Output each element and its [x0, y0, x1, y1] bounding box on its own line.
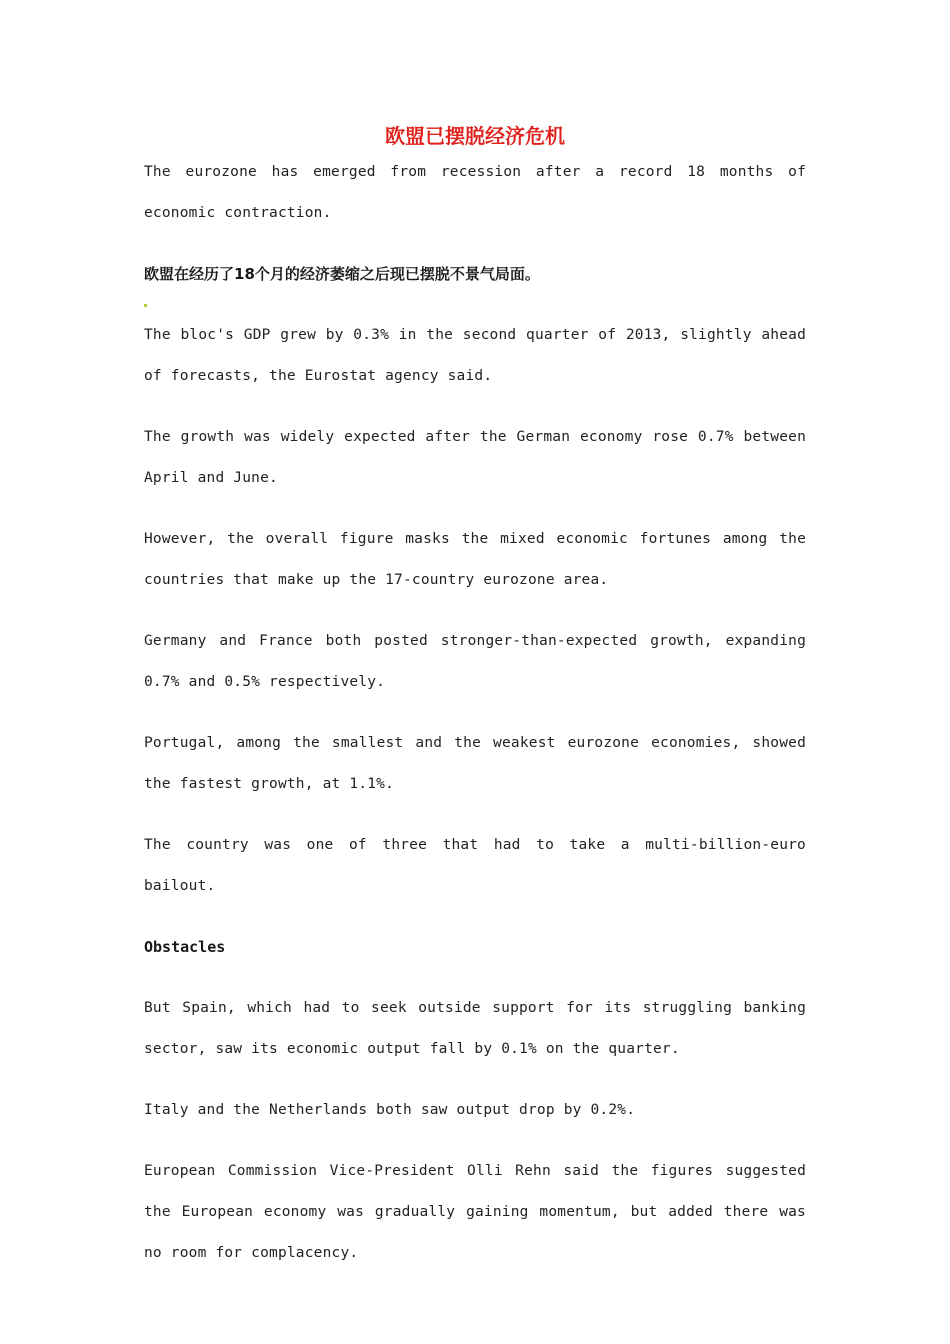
spacer: [144, 907, 806, 927]
spacer: [144, 397, 806, 417]
paragraph-italy-netherlands: Italy and the Netherlands both saw output drop by 0.2%.: [144, 1102, 636, 1118]
document-title: 欧盟已摆脱经济危机: [385, 124, 565, 148]
paragraph-mixed-fortunes: However, the overall figure masks the mixed economic fortunes among the countries that make up the 17-country eurozone area.: [144, 531, 806, 588]
section-heading-obstacles: Obstacles: [144, 938, 226, 956]
spacer: [144, 234, 806, 254]
spacer: [144, 1070, 806, 1090]
spacer: [144, 499, 806, 519]
spacer: [144, 968, 806, 988]
spacer: [144, 805, 806, 825]
paragraph-intro: The eurozone has emerged from recession after a record 18 months of economic contraction.: [144, 164, 806, 221]
paragraph-gdp: The bloc's GDP grew by 0.3% in the second quarter of 2013, slightly ahead of forecasts, the Eurostat agency said.: [144, 327, 806, 384]
revision-marker-icon: [144, 304, 147, 307]
paragraph-spain: But Spain, which had to seek outside support for its struggling banking sector, saw its economic output fall by 0.1% on the quarter.: [144, 1000, 806, 1057]
spacer: [144, 601, 806, 621]
document-page: [144, 118, 806, 1274]
paragraph-german-growth: The growth was widely expected after the German economy rose 0.7% between April and June.: [144, 429, 806, 486]
paragraph-bailout: The country was one of three that had to take a multi-billion-euro bailout.: [144, 837, 806, 894]
paragraph-portugal: Portugal, among the smallest and the weakest eurozone economies, showed the fastest growth, at 1.1%.: [144, 735, 806, 792]
spacer: [144, 1131, 806, 1151]
paragraph-germany-france: Germany and France both posted stronger-than-expected growth, expanding 0.7% and 0.5% respectively.: [144, 633, 806, 690]
revision-marker-line: [144, 295, 806, 315]
paragraph-rehn: European Commission Vice-President Olli Rehn said the figures suggested the European economy was gradually gaining momentum, but added there was no room for complacency.: [144, 1163, 806, 1261]
spacer: [144, 703, 806, 723]
chinese-translation: 欧盟在经历了18个月的经济萎缩之后现已摆脱不景气局面。: [144, 265, 540, 283]
